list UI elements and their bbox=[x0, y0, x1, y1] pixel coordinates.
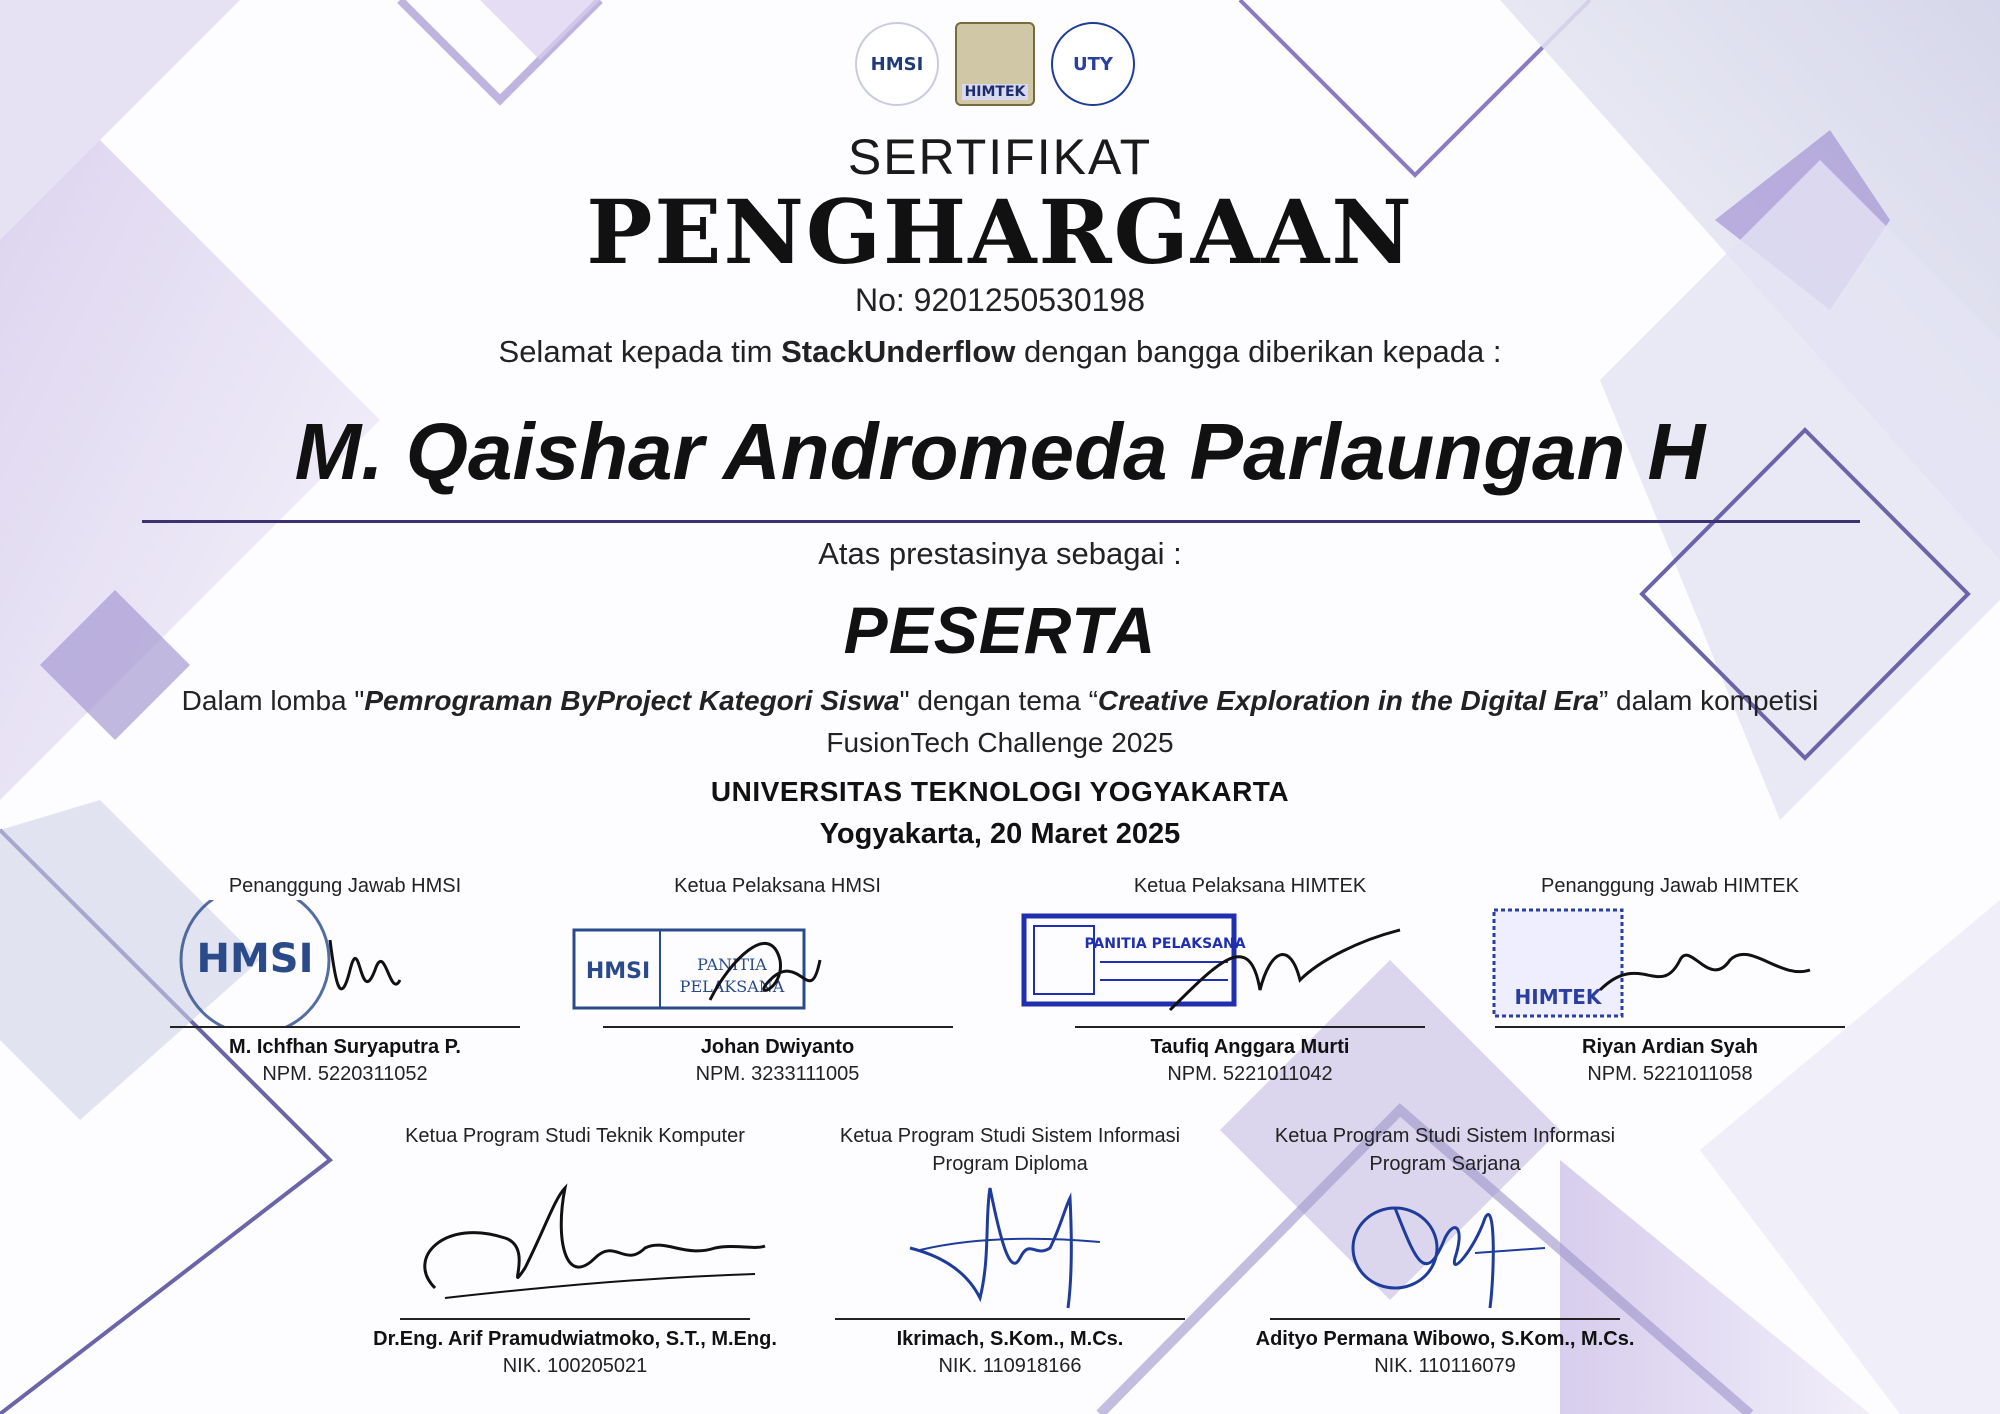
uty-logo bbox=[1051, 22, 1135, 106]
signatory-id: NPM. 5221011042 bbox=[1167, 1063, 1333, 1085]
uty-logo-text: UTY bbox=[1073, 53, 1113, 75]
signatory-role-line2: Program Sarjana bbox=[1369, 1153, 1521, 1175]
hmsi-logo bbox=[855, 22, 939, 106]
signatory-role: Ketua Program Studi Sistem Informasi bbox=[839, 1125, 1181, 1147]
signatory-role: Penanggung Jawab HMSI bbox=[228, 875, 462, 897]
signatory-id: NPM. 5220311052 bbox=[262, 1063, 428, 1085]
certificate-number: No: 9201250530198 bbox=[854, 282, 1146, 318]
signatory-name: M. Ichfhan Suryaputra P. bbox=[229, 1036, 461, 1058]
signatory-hmsi-pj bbox=[160, 872, 530, 1086]
signature-line bbox=[835, 1318, 1185, 1320]
signatory-himtek-pj bbox=[1480, 872, 1860, 1086]
himtek-logo-text: HIMTEK bbox=[962, 84, 1029, 100]
competition-theme: Creative Exploration in the Digital Era bbox=[1097, 685, 1599, 716]
signatory-hmsi-ketua bbox=[570, 872, 985, 1086]
signatory-himtek-ketua bbox=[1020, 872, 1480, 1086]
signatory-name: Taufiq Anggara Murti bbox=[1150, 1036, 1350, 1058]
recipient-underline bbox=[142, 520, 1860, 523]
signature-line bbox=[1075, 1026, 1425, 1028]
signatory-id: NIK. 110116079 bbox=[1374, 1355, 1516, 1377]
competition-description bbox=[0, 680, 2000, 764]
recipient-name: M. Qaishar Andromeda Parlaungan H bbox=[294, 407, 1706, 496]
signatory-role: Penanggung Jawab HIMTEK bbox=[1541, 875, 1799, 897]
signature-line bbox=[603, 1026, 953, 1028]
signatory-name: Dr.Eng. Arif Pramudwiatmoko, S.T., M.Eng. bbox=[373, 1328, 777, 1350]
signatory-role: Ketua Program Studi Sistem Informasi bbox=[1274, 1125, 1616, 1147]
signature-adityo bbox=[1245, 1178, 1645, 1318]
hmsi-panitia-stamp-signature bbox=[570, 900, 985, 1026]
signature-line bbox=[400, 1318, 750, 1320]
signatory-role: Ketua Pelaksana HIMTEK bbox=[1133, 875, 1367, 897]
hmsi-logo-text: HMSI bbox=[870, 53, 924, 75]
signatory-id: NIK. 110918166 bbox=[938, 1355, 1082, 1377]
signatory-kaprodi-si-sarjana bbox=[1245, 1122, 1645, 1378]
competition-suffix: ” dalam kompetisi bbox=[1598, 685, 1819, 716]
signatory-name: Adityo Permana Wibowo, S.Kom., M.Cs. bbox=[1255, 1328, 1635, 1350]
signatory-role: Ketua Pelaksana HMSI bbox=[674, 875, 881, 897]
competition-mid: " dengan tema “ bbox=[899, 685, 1098, 716]
stamp-text-hmsi: HMSI bbox=[585, 959, 651, 984]
place-date: Yogyakarta, 20 Maret 2025 bbox=[819, 818, 1181, 850]
signatory-id: NPM. 3233111005 bbox=[695, 1063, 860, 1085]
stamp-text: HMSI bbox=[196, 936, 314, 982]
university-name: UNIVERSITAS TEKNOLOGI YOGYAKARTA bbox=[710, 776, 1290, 807]
signatory-id: NPM. 5221011058 bbox=[1587, 1063, 1753, 1085]
signatory-kaprodi-tk bbox=[355, 1122, 795, 1378]
signature-ikrimach bbox=[810, 1178, 1210, 1318]
signatory-name: Riyan Ardian Syah bbox=[1582, 1036, 1758, 1058]
greeting-suffix: dengan bangga diberikan kepada : bbox=[1015, 334, 1502, 369]
logo-row bbox=[855, 22, 1145, 108]
signatory-kaprodi-si-diploma bbox=[810, 1122, 1210, 1378]
signatory-name: Ikrimach, S.Kom., M.Cs. bbox=[896, 1328, 1124, 1350]
team-name: StackUnderflow bbox=[781, 334, 1016, 369]
signature-line bbox=[1495, 1026, 1845, 1028]
greeting-prefix: Selamat kepada tim bbox=[498, 334, 782, 369]
himtek-logo bbox=[955, 22, 1035, 106]
achievement-title: PESERTA bbox=[843, 593, 1157, 667]
signature-line bbox=[170, 1026, 520, 1028]
event-name: FusionTech Challenge 2025 bbox=[826, 727, 1174, 758]
signatory-role-line2 bbox=[355, 1150, 795, 1178]
competition-prefix: Dalam lomba " bbox=[181, 685, 365, 716]
signature-line bbox=[1270, 1318, 1620, 1320]
competition-name: Pemrograman ByProject Kategori Siswa bbox=[364, 685, 900, 716]
signatory-role-line2: Program Diploma bbox=[932, 1153, 1088, 1175]
stamp-text-pelaksana: PELAKSANA bbox=[679, 977, 785, 996]
stamp-text: PANITIA PELAKSANA bbox=[1084, 936, 1246, 952]
signature-arif bbox=[355, 1178, 795, 1318]
himtek-stamp-signature bbox=[1480, 900, 1860, 1026]
signatory-id: NIK. 100205021 bbox=[502, 1355, 648, 1377]
signatory-name: Johan Dwiyanto bbox=[700, 1036, 855, 1058]
stamp-text-panitia: PANITIA bbox=[697, 955, 767, 974]
achievement-intro: Atas prestasinya sebagai : bbox=[818, 536, 1182, 571]
heading-sertifikat: SERTIFIKAT bbox=[847, 129, 1153, 185]
hmsi-stamp-signature bbox=[160, 900, 530, 1026]
greeting-line bbox=[0, 334, 2000, 370]
stamp-text: HIMTEK bbox=[1514, 985, 1602, 1009]
himtek-panitia-stamp-signature bbox=[1020, 900, 1480, 1026]
signatory-role: Ketua Program Studi Teknik Komputer bbox=[405, 1125, 745, 1147]
heading-penghargaan: PENGHARGAAN bbox=[586, 180, 1414, 284]
